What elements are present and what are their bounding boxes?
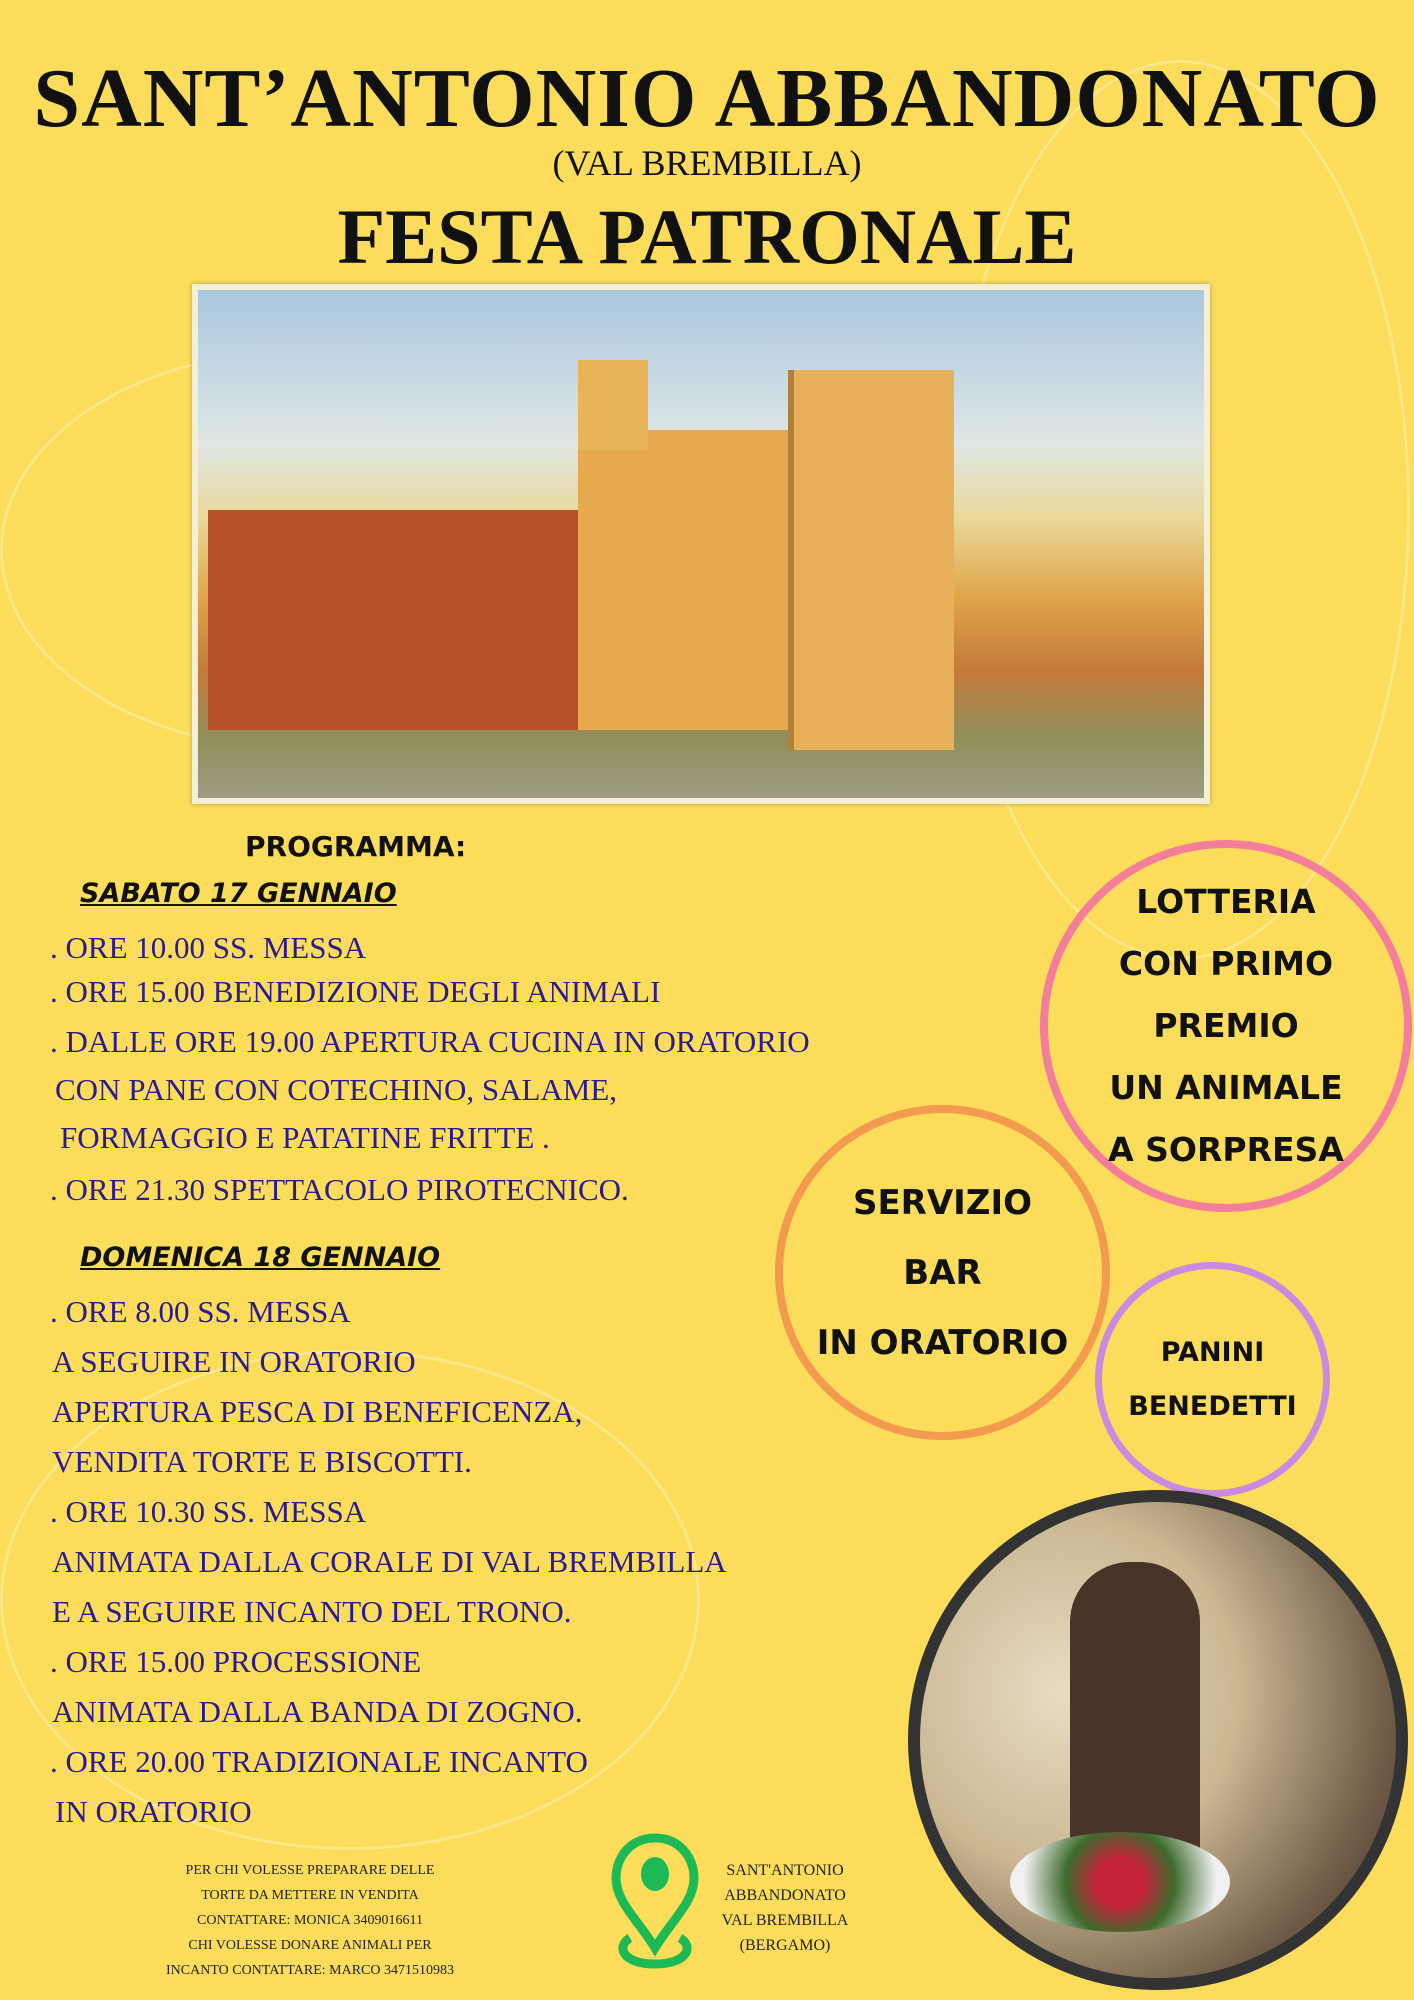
badge-line: CON PRIMO: [1118, 944, 1334, 983]
address-line: ABBANDONATO: [724, 1887, 846, 1904]
program-line: ANIMATA DALLA BANDA DI ZOGNO.: [52, 1694, 583, 1729]
map-pin-icon: [608, 1830, 703, 1970]
program-line: . ORE 8.00 SS. MESSA: [50, 1294, 351, 1329]
contact-info: [100, 1858, 520, 1983]
church-facade: [788, 370, 954, 750]
badge-line: LOTTERIA: [1136, 882, 1316, 921]
program-label: PROGRAMMA:: [245, 830, 467, 863]
event-title: FESTA PATRONALE: [337, 193, 1077, 280]
contact-line: TORTE DA METTERE IN VENDITA: [201, 1888, 419, 1903]
contact-line: INCANTO CONTATTARE: MARCO 3471510983: [165, 1963, 454, 1978]
program-line: . ORE 21.30 SPETTACOLO PIROTECNICO.: [50, 1172, 629, 1207]
program-line: E A SEGUIRE INCANTO DEL TRONO.: [52, 1594, 572, 1629]
program-line: ANIMATA DALLA CORALE DI VAL BREMBILLA: [52, 1544, 727, 1579]
badge-line: PANINI: [1160, 1336, 1265, 1368]
program-line: . ORE 10.00 SS. MESSA: [50, 930, 367, 965]
program-line: IN ORATORIO: [55, 1794, 252, 1829]
portico: [208, 510, 578, 730]
badge-line: SERVIZIO: [852, 1182, 1033, 1223]
bar-badge: [775, 1105, 1110, 1440]
badge-line: PREMIO: [1153, 1006, 1299, 1045]
badge-line: A SORPRESA: [1108, 1130, 1344, 1169]
poster-subtitle: (VAL BREMBILLA): [552, 143, 862, 183]
badge-line: BAR: [903, 1252, 982, 1293]
saint-statue-photo: [908, 1490, 1408, 1990]
badge-line: BENEDETTI: [1128, 1390, 1297, 1422]
address: [690, 1858, 880, 1958]
program-line: . DALLE ORE 19.00 APERTURA CUCINA IN ORATORIO: [50, 1024, 810, 1059]
address-line: VAL BREMBILLA: [721, 1912, 849, 1929]
contact-line: PER CHI VOLESSE PREPARARE DELLE: [185, 1863, 435, 1878]
program-line: CON PANE CON COTECHINO, SALAME,: [55, 1072, 618, 1107]
program-line: . ORE 15.00 BENEDIZIONE DEGLI ANIMALI: [50, 974, 661, 1009]
address-line: (BERGAMO): [739, 1937, 831, 1954]
program-line: . ORE 10.30 SS. MESSA: [50, 1494, 367, 1529]
badge-line: UN ANIMALE: [1109, 1068, 1343, 1107]
contact-line: CONTATTARE: MONICA 3409016611: [197, 1913, 423, 1928]
poster-title: SANT’ANTONIO ABBANDONATO: [33, 52, 1381, 145]
contact-line: CHI VOLESSE DONARE ANIMALI PER: [188, 1938, 432, 1953]
program-line: APERTURA PESCA DI BENEFICENZA,: [52, 1394, 583, 1429]
program-line: VENDITA TORTE E BISCOTTI.: [52, 1444, 472, 1479]
day-title-sunday: DOMENICA 18 GENNAIO: [80, 1242, 441, 1273]
church-photo: [192, 284, 1210, 804]
lottery-badge: [1040, 840, 1412, 1212]
flower-arrangement: [1010, 1832, 1230, 1932]
program-line: . ORE 20.00 TRADIZIONALE INCANTO: [50, 1744, 588, 1779]
day-title-saturday: SABATO 17 GENNAIO: [80, 878, 397, 909]
program-line: A SEGUIRE IN ORATORIO: [52, 1344, 416, 1379]
panini-badge: [1095, 1262, 1330, 1497]
badge-line: IN ORATORIO: [816, 1322, 1069, 1363]
program-line: . ORE 15.00 PROCESSIONE: [50, 1644, 422, 1679]
bell-tower: [578, 360, 648, 450]
program-line: FORMAGGIO E PATATINE FRITTE .: [60, 1120, 550, 1155]
address-line: SANT'ANTONIO: [726, 1862, 844, 1879]
